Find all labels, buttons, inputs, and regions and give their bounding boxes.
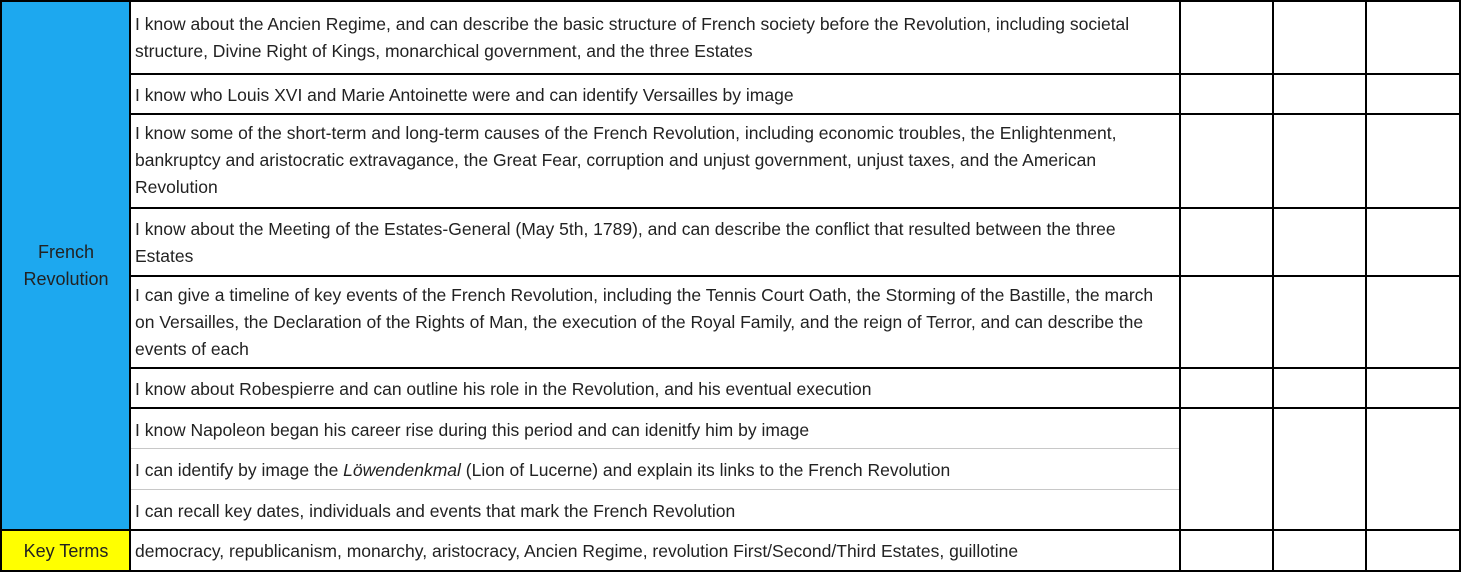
statement-text: I can recall key dates, individuals and events that mark the French Revolution — [135, 501, 736, 521]
row-divider — [0, 529, 1461, 531]
row-divider-light — [131, 489, 1179, 490]
statement-text-start: I can identify by image the — [135, 460, 344, 480]
statement-text: I know Napoleon began his career rise during this period and can idenitfy him by image — [135, 420, 810, 440]
statement-text: I know about Robespierre and can outline his role in the Revolution, and his eventual execution — [135, 379, 872, 399]
row-divider — [129, 207, 1461, 209]
key-terms-cell — [130, 531, 1180, 571]
statement-text-end: (Lion of Lucerne) and explain its links to the French Revolution — [460, 460, 951, 480]
divider-topic — [129, 0, 131, 572]
statement-cell — [130, 408, 1180, 449]
divider-col-3 — [1365, 0, 1367, 572]
key-terms-label: Key Terms — [23, 540, 109, 561]
row-divider — [129, 407, 1461, 409]
row-divider — [129, 275, 1461, 277]
key-terms-text: democracy, republicanism, monarchy, aristocracy, Ancien Regime, revolution First/Second/Third Estates, guillotine — [135, 541, 1019, 561]
divider-statement-merged — [1179, 408, 1181, 530]
divider-statement-keyterms — [1179, 530, 1181, 572]
statement-text: I know about the Ancien Regime, and can describe the basic structure of French society before the Revolution, including societal structure, Divine Right of Kings, monarchical government, and the three Estates — [135, 14, 1130, 61]
statement-cell — [130, 368, 1180, 408]
row-divider — [129, 113, 1461, 115]
statement-cell — [130, 74, 1180, 114]
topic-cell — [2, 2, 130, 530]
statement-text: I can give a timeline of key events of the French Revolution, including the Tennis Court Oath, the Storming of the Bastille, the march on Versailles, the Declaration of the Rights of Man, the execution of the Royal Family, and the reign of Terror, and can describe the events of each — [135, 285, 1154, 359]
key-terms-label-cell — [2, 531, 130, 571]
statement-cell — [130, 2, 1180, 74]
border-left — [0, 0, 2, 572]
topic-label: French Revolution — [23, 242, 109, 289]
statement-text: I know about the Meeting of the Estates-General (May 5th, 1789), and can describe the conflict that resulted between the three Estates — [135, 219, 1116, 266]
divider-statement — [1179, 0, 1181, 409]
border-top — [0, 0, 1461, 2]
statement-cell — [130, 490, 1180, 531]
row-divider — [129, 73, 1461, 75]
statement-cell — [130, 449, 1180, 490]
statement-text-italic: Löwendenkmal — [343, 460, 461, 480]
checkbox-grid — [1180, 2, 1459, 571]
statement-text: I know some of the short-term and long-term causes of the French Revolution, including economic troubles, the Enlightenment, bankruptcy and aristocratic extravagance, the Great Fear, corruption and unjust government, unjust taxes, and the American Revolution — [135, 123, 1117, 197]
statement-cell — [130, 208, 1180, 276]
statement-text: I know who Louis XVI and Marie Antoinette were and can identify Versailles by image — [135, 85, 794, 105]
border-bottom — [0, 570, 1461, 572]
statement-cell — [130, 276, 1180, 368]
row-divider — [129, 367, 1461, 369]
statement-cell — [130, 114, 1180, 208]
row-divider-light — [131, 448, 1179, 449]
divider-col-2 — [1272, 0, 1274, 572]
